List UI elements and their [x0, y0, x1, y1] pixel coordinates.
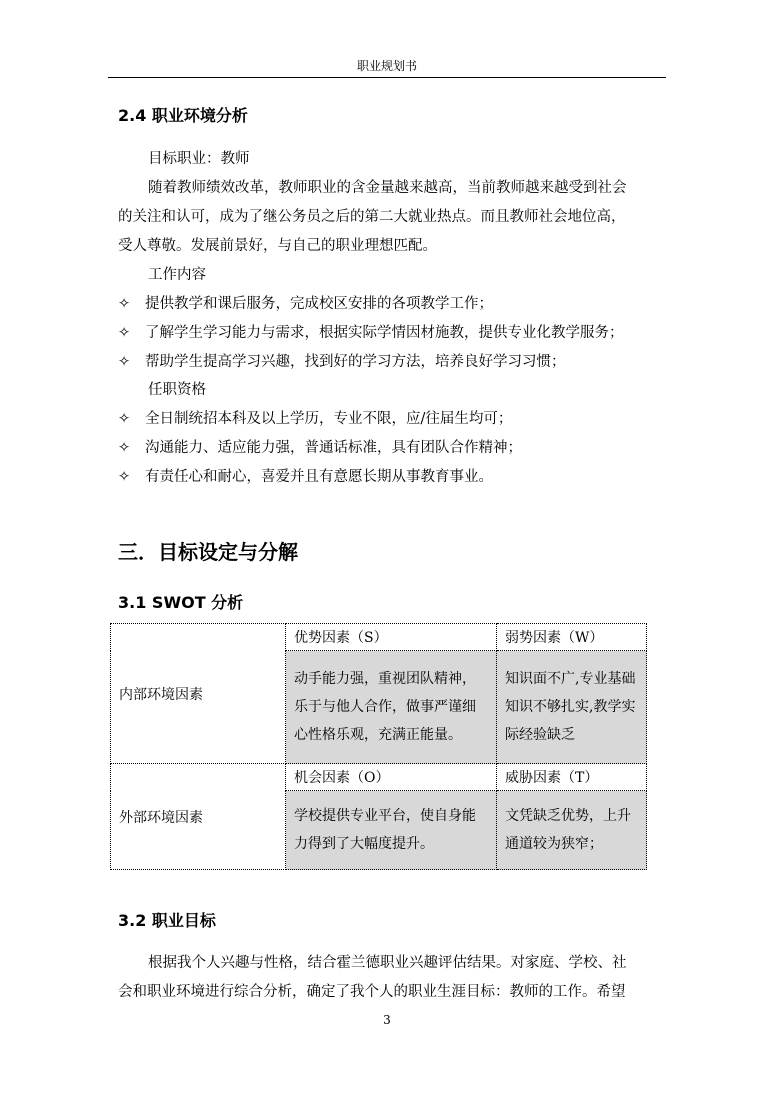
- diamond-bullet-icon: ✧: [118, 440, 131, 456]
- career-goal-line-2: 会和职业环境进行综合分析，确定了我个人的职业生涯目标：教师的工作。希望: [118, 984, 626, 1000]
- career-goal-line-1: 根据我个人兴趣与性格，结合霍兰德职业兴趣评估结果。对家庭、学校、社: [148, 955, 627, 971]
- table-row: [111, 624, 647, 651]
- threat-header: 威胁因素（T）: [497, 764, 647, 791]
- section-2-4-title: 2.4 职业环境分析: [118, 106, 248, 125]
- diamond-bullet-icon: ✧: [118, 411, 131, 427]
- qualification-item: ✧ 有责任心和耐心，喜爱并且有意愿长期从事教育事业。: [118, 469, 493, 485]
- weakness-cell: 知识面不广,专业基础知识不够扎实,教学实际经验缺乏: [497, 651, 647, 764]
- intro-line-3: 受人尊敬。发展前景好，与自己的职业理想匹配。: [118, 238, 437, 254]
- external-factors-label: 外部环境因素: [111, 764, 286, 870]
- work-item: ✧ 了解学生学习能力与需求，根据实际学情因材施教，提供专业化教学服务；: [118, 325, 624, 341]
- intro-line-1: 随着教师绩效改革，教师职业的含金量越来越高，当前教师越来越受到社会: [148, 180, 627, 196]
- work-item: ✧ 提供教学和课后服务，完成校区安排的各项教学工作；: [118, 296, 493, 312]
- work-item: ✧ 帮助学生提高学习兴趣，找到好的学习方法，培养良好学习习惯；: [118, 354, 566, 370]
- header-rule: [108, 77, 666, 78]
- diamond-bullet-icon: ✧: [118, 296, 131, 312]
- qualification-item: ✧ 沟通能力、适应能力强，普通话标准，具有团队合作精神；: [118, 440, 522, 456]
- target-career-line: 目标职业：教师: [148, 151, 250, 167]
- qualification-title: 任职资格: [148, 382, 206, 398]
- qualification-item: ✧ 全日制统招本科及以上学历，专业不限，应/往届生均可；: [118, 411, 513, 427]
- section-3-2-title: 3.2 职业目标: [118, 911, 216, 930]
- diamond-bullet-icon: ✧: [118, 325, 131, 341]
- strength-header: 优势因素（S）: [286, 624, 497, 651]
- threat-cell: 文凭缺乏优势，上升通道较为狭窄；: [497, 791, 647, 870]
- opportunity-cell: 学校提供专业平台，使自身能力得到了大幅度提升。: [286, 791, 497, 870]
- section-3-1-title: 3.1 SWOT 分析: [118, 593, 244, 612]
- diamond-bullet-icon: ✧: [118, 469, 131, 485]
- work-content-title: 工作内容: [148, 267, 206, 283]
- diamond-bullet-icon: ✧: [118, 354, 131, 370]
- weakness-header: 弱势因素（W）: [497, 624, 647, 651]
- page-header: 职业规划书: [356, 59, 417, 73]
- strength-cell: 动手能力强，重视团队精神，乐于与他人合作，做事严谨细心性格乐观，充满正能量。: [286, 651, 497, 764]
- internal-factors-label: 内部环境因素: [111, 624, 286, 764]
- intro-line-2: 的关注和认可，成为了继公务员之后的第二大就业热点。而且教师社会地位高，: [118, 209, 626, 225]
- table-row: [111, 764, 647, 791]
- page-number: 3: [383, 1013, 391, 1027]
- swot-table: [110, 623, 647, 870]
- opportunity-header: 机会因素（O）: [286, 764, 497, 791]
- section-3-title: 三．目标设定与分解: [118, 540, 298, 564]
